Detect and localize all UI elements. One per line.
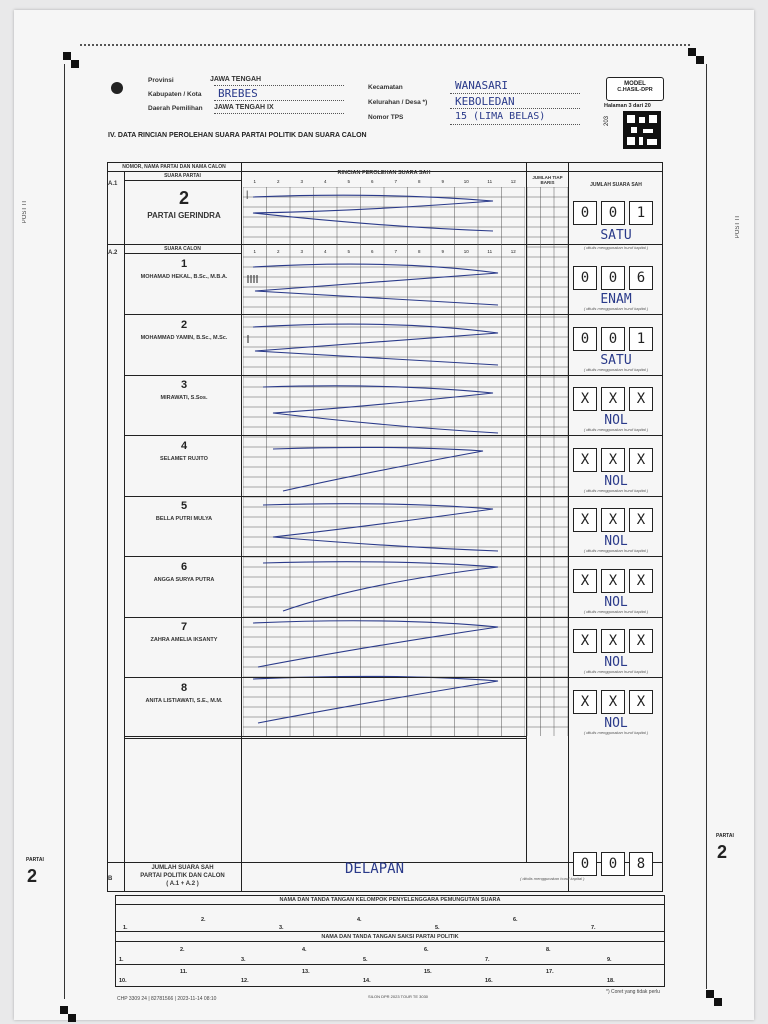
digit-box: X (573, 448, 597, 472)
garuda-emblem-icon (111, 82, 123, 94)
partai-number-right: 2 (717, 842, 728, 862)
digit-box: 8 (629, 852, 653, 876)
hline (124, 617, 663, 618)
digit-box: 1 (629, 201, 653, 225)
total-label-2: PARTAI POLITIK DAN CALON (140, 873, 225, 879)
candidate-number: 3 (180, 379, 188, 391)
digit-box: X (629, 690, 653, 714)
a1-sub: SUARA PARTAI (164, 173, 201, 179)
saksi-signature-slot: 16. (485, 978, 493, 984)
saksi-signature-slot: 12. (241, 978, 249, 984)
hline (124, 435, 663, 436)
hline (124, 677, 663, 678)
dapil-label: Daerah Pemilihan (148, 105, 203, 112)
candidate-result-word: NOL (604, 715, 628, 731)
digit-box: 0 (601, 327, 625, 351)
col-nomor-header: NOMOR, NAMA PARTAI DAN NAMA CALON (122, 164, 226, 170)
hline (115, 941, 665, 942)
dapil-line (214, 113, 344, 114)
a1-label: A.1 (108, 181, 118, 187)
hline (124, 253, 241, 254)
digit-box: X (629, 629, 653, 653)
kapital-note: ( ditulis menggunakan huruf kapital ) (583, 366, 649, 372)
corner-marker (71, 60, 79, 68)
digit-box: 0 (601, 201, 625, 225)
candidate-name: ZAHRA AMELIA IKSANTY (150, 637, 218, 643)
digit-box: X (629, 448, 653, 472)
kapital-note: ( ditulis menggunakan huruf kapital ) (583, 669, 649, 674)
candidate-result-word: SATU (600, 352, 632, 368)
partai-label-right: PARTAI (716, 833, 734, 839)
digit-box: 0 (601, 852, 625, 876)
digit-box: X (601, 569, 625, 593)
model-box (606, 77, 664, 101)
candidate-result-boxes (573, 508, 659, 532)
saksi-signature-slot: 2. (180, 947, 185, 953)
candidate-result-word: ENAM (600, 292, 632, 307)
digit-box: X (573, 629, 597, 653)
digit-box: X (573, 387, 597, 411)
digit-box: 0 (573, 327, 597, 351)
tps-line (450, 124, 580, 125)
kelurahan-value: KEBOLEDAN (455, 95, 515, 108)
kapital-note: ( ditulis menggunakan huruf kapital ) (583, 245, 649, 250)
digit-box: X (629, 387, 653, 411)
kpps-signature-slot: 4. (357, 917, 362, 923)
candidate-name: ANITA LISTIAWATI, S.E., M.M. (145, 697, 223, 704)
candidate-number: 8 (180, 681, 188, 694)
saksi-signature-slot: 9. (607, 957, 612, 963)
total-result-boxes (573, 852, 659, 876)
partai-label-left: PARTAI (26, 857, 44, 863)
vline (241, 162, 242, 892)
digit-box: X (601, 387, 625, 411)
border-left (64, 64, 65, 999)
digit-box: X (601, 448, 625, 472)
candidate-number: 5 (180, 500, 188, 512)
kabupaten-label: Kabupaten / Kota (148, 91, 202, 98)
total-label-3: ( A.1 + A.2 ) (166, 881, 199, 887)
digit-box: 0 (601, 266, 625, 290)
saksi-signature-slot: 10. (119, 978, 127, 984)
candidate-number: 6 (180, 560, 188, 573)
model-line-1: MODEL (624, 81, 646, 87)
tps-value: 15 (LIMA BELAS) (455, 111, 546, 122)
candidate-result-boxes (573, 569, 659, 593)
model-line-2: C.HASIL-DPR (617, 87, 653, 93)
kapital-note: ( ditulis menggunakan huruf kapital ) (583, 729, 649, 735)
candidate-result-word: NOL (604, 413, 628, 428)
saksi-signature-slot: 11. (180, 969, 188, 975)
candidate-number: 1 (180, 258, 188, 270)
candidate-result-boxes (573, 448, 659, 472)
section-title: IV. DATA RINCIAN PEROLEHAN SUARA PARTAI POLITIK DAN SUARA CALON (108, 132, 367, 139)
candidate-result-boxes (573, 266, 659, 290)
hline (124, 496, 663, 497)
kpps-signature-slot: 5. (435, 925, 440, 931)
col-jumlah-baris-header: JUMLAH TIAP BARIS (532, 175, 563, 185)
candidate-name: MIRAWATI, S.Sos. (160, 395, 208, 401)
corner-marker (60, 1006, 68, 1014)
digit-box: 1 (629, 327, 653, 351)
saksi-signature-slot: 8. (546, 947, 551, 953)
party-result-boxes (573, 201, 659, 225)
kecamatan-line (450, 93, 580, 94)
candidate-result-word: NOL (604, 655, 628, 670)
total-word: DELAPAN (345, 861, 405, 877)
digit-box: X (601, 508, 625, 532)
saksi-signature-slot: 14. (363, 978, 371, 984)
a2-sub: SUARA CALON (164, 246, 201, 252)
digit-box: X (601, 690, 625, 714)
candidate-result-boxes (573, 387, 659, 411)
footer-left-code: CHP 3309 24 | 82781566 | 2023-11-14 08:10 (117, 996, 217, 1002)
col-rincian-header: RINCIAN PEROLEHAN SUARA SAH (337, 170, 431, 176)
candidate-result-word: NOL (604, 534, 628, 549)
col-jumlah-suara-header: JUMLAH SUARA SAH (590, 182, 642, 188)
digit-box: X (629, 508, 653, 532)
candidate-name: SELAMET RUJITO (160, 455, 208, 462)
candidate-name: BELLA PUTRI MULYA (155, 516, 213, 522)
a2-label: A.2 (108, 250, 118, 256)
digit-box: 0 (573, 201, 597, 225)
saksi-signature-slot: 3. (241, 957, 246, 963)
saksi-signature-slot: 18. (607, 978, 615, 984)
saksi-signature-slot: 7. (485, 957, 490, 963)
candidate-name: MOHAMMAD YAMIN, B.Sc., M.Sc. (140, 334, 228, 341)
post-it-label-right: POST IT (735, 215, 741, 239)
party-result-word: SATU (600, 228, 632, 243)
kelurahan-label: Kelurahan / Desa *) (368, 99, 428, 106)
kpps-signature-slot: 6. (513, 917, 518, 923)
digit-box: X (573, 569, 597, 593)
provinsi-line (214, 85, 344, 86)
party-tally-mark: | (246, 189, 249, 199)
saksi-signature-slot: 1. (119, 957, 124, 963)
hline (124, 556, 663, 557)
hline (124, 180, 241, 181)
vline (568, 162, 569, 892)
kapital-note: ( ditulis menggunakan huruf kapital ) (583, 487, 649, 493)
kpps-signature-slot: 1. (123, 925, 128, 931)
vline (124, 171, 125, 892)
hline (124, 738, 526, 739)
digit-box: X (601, 629, 625, 653)
jumlah-baris-grid (527, 187, 568, 737)
qr-code-icon (623, 111, 661, 149)
party-name: PARTAI GERINDRA (147, 211, 221, 220)
digit-box: X (629, 569, 653, 593)
dotted-border-top (80, 44, 690, 46)
kapital-note: ( ditulis menggunakan huruf kapital ) (583, 427, 649, 432)
hline (115, 904, 665, 905)
hline (124, 375, 663, 376)
corner-marker (63, 52, 71, 60)
candidate-result-boxes (573, 327, 659, 351)
party-number: 2 (178, 188, 189, 208)
b-label: B (108, 876, 113, 882)
digit-box: 6 (629, 266, 653, 290)
candidate-result-boxes (573, 629, 659, 653)
saksi-signature-slot: 4. (302, 947, 307, 953)
grid-number-row-a1: 1 2 3 4 5 6 7 8 9 10 11 12 (253, 179, 516, 184)
candidate-result-boxes (573, 690, 659, 714)
kpps-signature-slot: 3. (279, 925, 284, 931)
saksi-signature-slot: 6. (424, 947, 429, 953)
tally-grid (243, 187, 525, 737)
kpps-title: NAMA DAN TANDA TANGAN KELOMPOK PENYELENGGARA PEMUNGUTAN SUARA (279, 897, 501, 903)
candidate-number: 4 (180, 439, 188, 452)
saksi-signature-slot: 13. (302, 969, 310, 975)
kecamatan-value: WANASARI (455, 79, 508, 92)
kapital-note: ( ditulis menggunakan huruf kapital ) (583, 306, 649, 311)
kapital-note: ( ditulis menggunakan huruf kapital ) (583, 608, 649, 614)
kpps-signature-slot: 2. (201, 917, 206, 923)
candidate-result-word: NOL (604, 473, 628, 489)
corner-marker (688, 48, 696, 56)
digit-box: X (573, 690, 597, 714)
tps-label: Nomor TPS (368, 114, 404, 121)
halaman-text: Halaman 3 dari 20 (604, 103, 651, 109)
digit-box: 0 (573, 852, 597, 876)
candidate-number: 2 (180, 318, 188, 331)
kabupaten-value: BREBES (218, 87, 258, 100)
footer-coret-note: *) Coret yang tidak perlu (606, 989, 660, 995)
hline (115, 964, 665, 965)
kelurahan-line (450, 108, 580, 109)
partai-number-left: 2 (27, 866, 38, 886)
corner-marker (706, 990, 714, 998)
hline (124, 314, 663, 315)
border-right (706, 64, 707, 989)
dapil-value: JAWA TENGAH IX (214, 104, 274, 111)
provinsi-value: JAWA TENGAH (210, 76, 262, 83)
kapital-note: ( ditulis menggunakan huruf kapital ) (583, 548, 649, 553)
digit-box: X (573, 508, 597, 532)
kpps-signature-slot: 7. (591, 925, 596, 931)
digit-box: 0 (573, 266, 597, 290)
saksi-signature-slot: 17. (546, 969, 554, 975)
saksi-signature-slot: 5. (363, 957, 368, 963)
candidate-number: 7 (180, 621, 188, 633)
kecamatan-label: Kecamatan (368, 84, 403, 91)
provinsi-label: Provinsi (148, 77, 174, 84)
corner-marker (714, 998, 722, 1006)
total-note: ( ditulis menggunakan huruf kapital ) (520, 876, 585, 881)
candidate-result-word: NOL (604, 594, 628, 610)
grid-number-row-a2: 1 2 3 4 5 6 7 8 9 10 11 12 (253, 249, 516, 254)
candidate-name: ANGGA SURYA PUTRA (153, 576, 215, 583)
saksi-signature-slot: 15. (424, 969, 432, 975)
hline (115, 931, 665, 932)
post-it-label-left: POST IT (22, 200, 28, 224)
total-label-1: JUMLAH SUARA SAH (151, 865, 214, 871)
kabupaten-line (214, 100, 344, 101)
corner-marker (68, 1014, 76, 1022)
code-203: 203 (604, 115, 611, 127)
candidate-name: MOHAMAD HEKAL, B.Sc., M.B.A. (140, 274, 228, 280)
saksi-title: NAMA DAN TANDA TANGAN SAKSI PARTAI POLITIK (321, 934, 459, 940)
footer-center-code: SILON DPR 2023 TOUR TE 3030 (368, 994, 429, 999)
corner-marker (696, 56, 704, 64)
